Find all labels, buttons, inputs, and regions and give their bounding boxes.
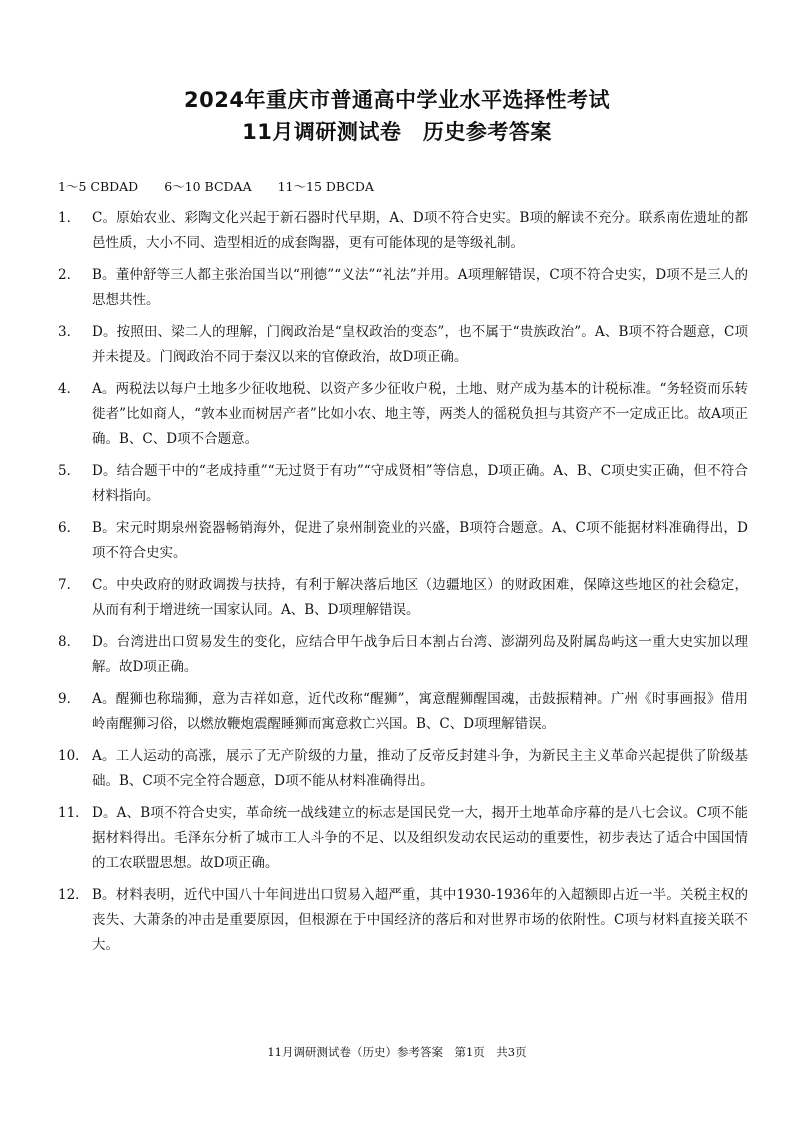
answer-item [58,206,748,256]
item-number: 5． [58,463,81,479]
answer-item [58,320,748,370]
answer-key-group: 6～10 BCDAA [164,179,252,194]
item-number: 3． [58,324,81,340]
item-number: 7． [58,577,81,593]
item-number: 6． [58,520,81,536]
item-text: C。原始农业、彩陶文化兴起于新石器时代早期，A、D项不符合史实。B项的解读不充分。联系南佐遗址的都邑性质，大小不同、造型相近的成套陶器，更有可能体现的是等级礼制。 [92,210,748,251]
answer-item [58,801,748,876]
answer-key-group: 1～5 CBDAD [58,179,139,194]
item-text: D。按照田、梁二人的理解，门阀政治是“皇权政治的变态”，也不属于“贵族政治”。A、B项不符合题意，C项并未提及。门阀政治不同于秦汉以来的官僚政治，故D项正确。 [92,324,748,365]
item-text: D。结合题干中的“老成持重”“无过贤于有功”“守成贤相”等信息，D项正确。A、B、C项史实正确，但不符合材料指向。 [92,463,748,504]
answer-key-group: 11～15 DBCDA [277,179,374,194]
answer-item [58,630,748,680]
item-number: 11． [58,805,89,821]
item-text: A。醒狮也称瑞狮，意为吉祥如意，近代改称“醒狮”，寓意醒狮醒国魂，击鼓振精神。广州《时事画报》借用岭南醒狮习俗，以燃放鞭炮震醒睡狮而寓意救亡兴国。B、C、D项理解错误。 [92,691,748,732]
answer-key-row [58,178,400,196]
item-text: D。A、B项不符合史实，革命统一战线建立的标志是国民党一大，揭开土地革命序幕的是八七会议。C项不能据材料得出。毛泽东分析了城市工人斗争的不足、以及组织发动农民运动的重要性，初步表达了适合中国国情的工农联盟思想。故D项正确。 [92,805,748,871]
answer-item [58,883,748,958]
document-title [0,84,794,148]
item-number: 1． [58,210,81,226]
answer-item [58,263,748,313]
item-number: 10． [58,748,89,764]
answer-item [58,744,748,794]
answer-explanations [58,206,748,965]
item-number: 12． [58,887,89,903]
answer-item [58,516,748,566]
answer-item [58,687,748,737]
item-text: B。材料表明，近代中国八十年间进出口贸易入超严重，其中1930-1936年的入超额即占近一半。关税主权的丧失、大萧条的冲击是重要原因，但根源在于中国经济的落后和对世界市场的依附性。C项与材料直接关联不大。 [92,887,748,953]
item-text: B。董仲舒等三人都主张治国当以“刑德”“义法”“礼法”并用。A项理解错误，C项不符合史实，D项不是三人的思想共性。 [92,267,748,308]
answer-item [58,573,748,623]
item-text: A。两税法以每户土地多少征收地税、以资产多少征收户税，土地、财产成为基本的计税标准。“务轻资而乐转徙者”比如商人，“敦本业而树居产者”比如小农、地主等，两类人的徭税负担与其资产不一定成正比。故A项正确。B、C、D项不合题意。 [92,381,748,447]
item-text: D。台湾进出口贸易发生的变化，应结合甲午战争后日本割占台湾、澎湖列岛及附属岛屿这一重大史实加以理解。故D项正确。 [92,634,748,675]
item-text: C。中央政府的财政调拨与扶持，有利于解决落后地区（边疆地区）的财政困难，保障这些地区的社会稳定，从而有利于增进统一国家认同。A、B、D项理解错误。 [92,577,748,618]
item-number: 8． [58,634,81,650]
page-footer: 11月调研测试卷（历史）参考答案 第1页 共3页 [267,1045,527,1059]
item-text: B。宋元时期泉州瓷器畅销海外，促进了泉州制瓷业的兴盛，B项符合题意。A、C项不能据材料准确得出，D项不符合史实。 [92,520,748,561]
item-number: 4． [58,381,81,397]
item-number: 9． [58,691,81,707]
title-line-1: 2024年重庆市普通高中学业水平选择性考试 [184,88,610,112]
answer-item [58,459,748,509]
item-text: A。工人运动的高涨，展示了无产阶级的力量，推动了反帝反封建斗争，为新民主主义革命兴起提供了阶级基础。B、C项不完全符合题意，D项不能从材料准确得出。 [92,748,748,789]
title-line-2: 11月调研测试卷 历史参考答案 [242,120,552,144]
answer-item [58,377,748,452]
item-number: 2． [58,267,81,283]
